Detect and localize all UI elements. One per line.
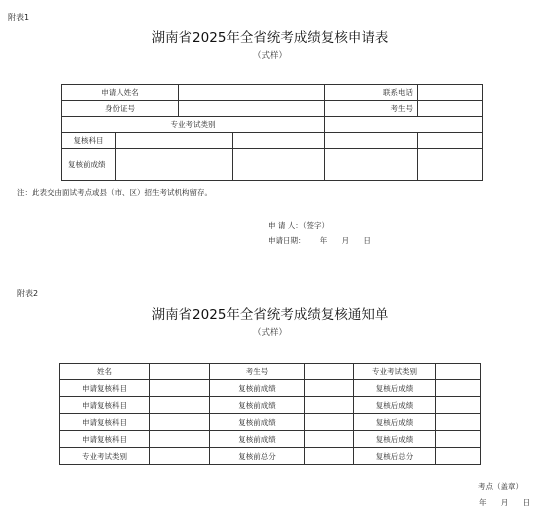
review-notice-table xyxy=(59,363,481,465)
value-cell xyxy=(305,448,354,465)
exam-category-cell xyxy=(325,117,483,133)
id-number-label: 身份证号 xyxy=(62,101,179,117)
value-cell xyxy=(150,431,210,448)
value-cell xyxy=(150,414,210,431)
notice-exam-number-label: 考生号 xyxy=(210,364,305,380)
exam-site-stamp: 考点（盖章） xyxy=(478,482,523,491)
exam-number-cell xyxy=(418,101,483,117)
pre-review-score-cell-2 xyxy=(233,149,325,181)
post-score-label: 复核后成绩 xyxy=(354,380,436,397)
form-2-title: 湖南省2025年全省统考成绩复核通知单 xyxy=(151,307,389,323)
value-cell xyxy=(305,431,354,448)
pre-review-score-cell-4 xyxy=(418,149,483,181)
table-row xyxy=(60,380,481,397)
value-cell xyxy=(305,414,354,431)
value-cell xyxy=(436,380,481,397)
value-cell xyxy=(150,448,210,465)
appendix-2-label: 附表2 xyxy=(17,289,39,298)
value-cell xyxy=(436,448,481,465)
value-cell xyxy=(305,380,354,397)
post-score-label: 复核后成绩 xyxy=(354,414,436,431)
applicant-name-cell xyxy=(179,85,325,101)
table-row xyxy=(60,448,481,465)
table-row xyxy=(60,431,481,448)
table-row xyxy=(60,397,481,414)
pre-score-label: 复核前总分 xyxy=(210,448,305,465)
value-cell xyxy=(305,397,354,414)
applicant-signature: 申 请 人：（签字） xyxy=(268,221,330,230)
contact-phone-label: 联系电话 xyxy=(325,85,418,101)
pre-score-label: 复核前成绩 xyxy=(210,414,305,431)
notice-exam-category-cell xyxy=(436,364,481,380)
appendix-1-label: 附表1 xyxy=(8,13,30,22)
row-label: 申请复核科目 xyxy=(60,380,150,397)
review-subject-cell-3 xyxy=(325,133,418,149)
pre-score-label: 复核前成绩 xyxy=(210,397,305,414)
post-score-label: 复核后总分 xyxy=(354,448,436,465)
row-label: 申请复核科目 xyxy=(60,397,150,414)
review-subject-cell-4 xyxy=(418,133,483,149)
exam-number-label: 考生号 xyxy=(325,101,418,117)
post-score-label: 复核后成绩 xyxy=(354,397,436,414)
application-date: 申请日期： 年 月 日 xyxy=(268,236,371,245)
value-cell xyxy=(436,414,481,431)
row-label: 申请复核科目 xyxy=(60,414,150,431)
exam-category-label: 专业考试类别 xyxy=(62,117,325,133)
applicant-name-label: 申请人姓名 xyxy=(62,85,179,101)
pre-score-label: 复核前成绩 xyxy=(210,431,305,448)
notice-exam-number-cell xyxy=(305,364,354,380)
review-subject-cell-1 xyxy=(116,133,233,149)
form-2-subtitle: （式样） xyxy=(252,328,287,338)
form-1-subtitle: （式样） xyxy=(252,51,287,61)
form-1-note: 注：此表交由面试考点或县（市、区）招生考试机构留存。 xyxy=(17,188,212,197)
pre-review-score-cell-3 xyxy=(325,149,418,181)
table-row xyxy=(60,414,481,431)
review-subject-cell-2 xyxy=(233,133,325,149)
value-cell xyxy=(150,380,210,397)
pre-score-label: 复核前成绩 xyxy=(210,380,305,397)
contact-phone-cell xyxy=(418,85,483,101)
review-application-table xyxy=(61,84,483,181)
row-label: 专业考试类别 xyxy=(60,448,150,465)
notice-date: 年 月 日 xyxy=(479,498,531,507)
pre-review-score-cell-1 xyxy=(116,149,233,181)
post-score-label: 复核后成绩 xyxy=(354,431,436,448)
review-subject-label: 复核科目 xyxy=(62,133,116,149)
row-label: 申请复核科目 xyxy=(60,431,150,448)
id-number-cell xyxy=(179,101,325,117)
notice-name-label: 姓名 xyxy=(60,364,150,380)
value-cell xyxy=(150,397,210,414)
pre-review-score-label: 复核前成绩 xyxy=(62,149,116,181)
notice-exam-category-label: 专业考试类别 xyxy=(354,364,436,380)
form-1-title: 湖南省2025年全省统考成绩复核申请表 xyxy=(151,30,389,46)
notice-name-cell xyxy=(150,364,210,380)
value-cell xyxy=(436,397,481,414)
value-cell xyxy=(436,431,481,448)
